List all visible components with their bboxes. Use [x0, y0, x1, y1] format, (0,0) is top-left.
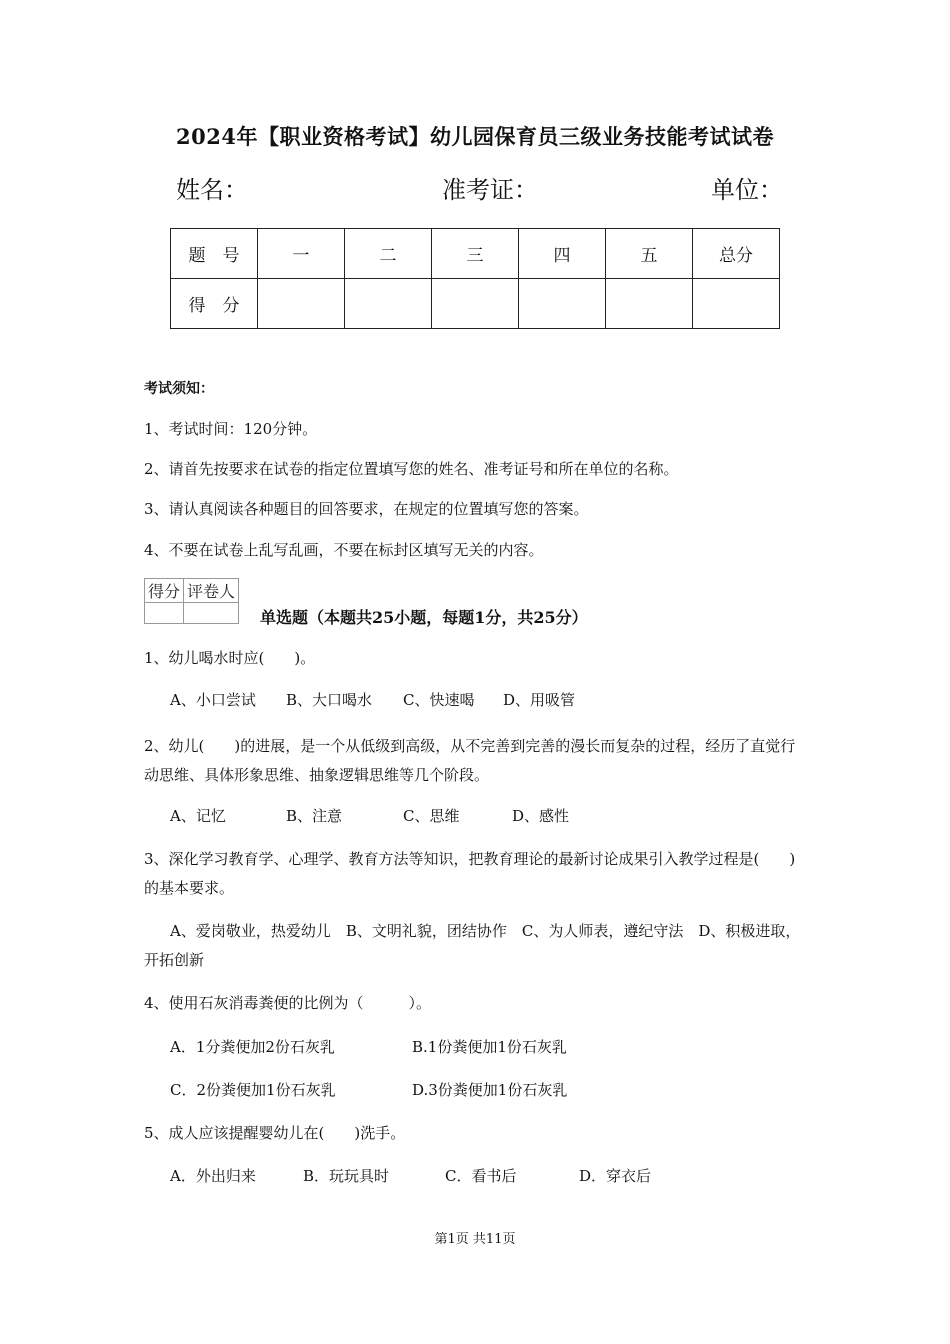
option: C、思维 — [403, 807, 460, 825]
notice-heading: 考试须知： — [144, 381, 214, 397]
question-stem: 3、深化学习教育学、心理学、教育方法等知识，把教育理论的最新讨论成果引入教学过程是( )的基本要求。 — [144, 850, 796, 897]
score-table-row-label: 得 分 — [171, 279, 258, 329]
option: D、感性 — [512, 807, 570, 825]
notice-item: 3、请认真阅读各种题目的回答要求，在规定的位置填写您的答案。 — [144, 500, 589, 518]
option: D．穿衣后 — [579, 1167, 652, 1185]
score-table-header-cell: 二 — [345, 229, 432, 279]
score-table-header-cell: 一 — [258, 229, 345, 279]
option: A．1分粪便加2份石灰乳 — [170, 1038, 335, 1056]
question-stem: 2、幼儿( )的进展，是一个从低级到高级，从不完善到完善的漫长而复杂的过程，经历了直觉行动思维、具体形象思维、抽象逻辑思维等几个阶段。 — [144, 737, 796, 784]
score-cell[interactable] — [519, 279, 606, 329]
option: A．外出归来 — [170, 1167, 256, 1185]
score-cell[interactable] — [345, 279, 432, 329]
score-table-header-cell: 三 — [432, 229, 519, 279]
option: A、小口尝试 — [170, 691, 256, 709]
question-stem: 4、使用石灰消毒粪便的比例为（ ）。 — [144, 994, 432, 1012]
score-cell[interactable] — [693, 279, 780, 329]
option: D.3份粪便加1份石灰乳 — [412, 1081, 568, 1099]
option: A、记忆 — [170, 807, 226, 825]
name-field-label: 姓名： — [176, 176, 248, 204]
section-title: 单选题（本题共25小题，每题1分，共25分） — [260, 608, 588, 627]
score-table — [170, 228, 780, 329]
question-options: A、爱岗敬业，热爱幼儿 B、文明礼貌，团结协作 C、为人师表，遵纪守法 D、积极进取，开拓创新 — [144, 922, 801, 969]
page-number: 第1页 共11页 — [434, 1232, 516, 1247]
unit-field-label: 单位： — [711, 176, 783, 204]
score-cell[interactable] — [432, 279, 519, 329]
score-table-header-cell: 总分 — [693, 229, 780, 279]
question-stem: 1、幼儿喝水时应( )。 — [144, 649, 316, 667]
option: D、用吸管 — [503, 691, 576, 709]
score-table-header-row — [171, 229, 780, 279]
option: B.1份粪便加1份石灰乳 — [412, 1038, 567, 1056]
question-stem: 5、成人应该提醒婴幼儿在( )洗手。 — [144, 1124, 406, 1142]
score-table-header-cell: 四 — [519, 229, 606, 279]
option: C．2份粪便加1份石灰乳 — [170, 1081, 336, 1099]
option: B．玩玩具时 — [303, 1167, 390, 1185]
grader-score-label: 得分 — [145, 579, 184, 603]
score-cell[interactable] — [258, 279, 345, 329]
option: C．看书后 — [445, 1167, 517, 1185]
option: B、大口喝水 — [286, 691, 373, 709]
option: B、注意 — [286, 807, 343, 825]
score-table-score-row — [171, 279, 780, 329]
grader-box — [144, 578, 239, 624]
notice-item: 1、考试时间：120分钟。 — [144, 420, 318, 438]
score-table-header-cell: 题 号 — [171, 229, 258, 279]
exam-id-field-label: 准考证： — [442, 176, 538, 204]
score-cell[interactable] — [606, 279, 693, 329]
exam-title: 2024年【职业资格考试】幼儿园保育员三级业务技能考试试卷 — [176, 124, 774, 149]
grader-score-cell[interactable] — [145, 603, 184, 624]
grader-name-label: 评卷人 — [184, 579, 239, 603]
score-table-header-cell: 五 — [606, 229, 693, 279]
option: C、快速喝 — [403, 691, 475, 709]
notice-item: 4、不要在试卷上乱写乱画，不要在标封区填写无关的内容。 — [144, 541, 544, 559]
grader-name-cell[interactable] — [184, 603, 239, 624]
notice-item: 2、请首先按要求在试卷的指定位置填写您的姓名、准考证号和所在单位的名称。 — [144, 460, 679, 478]
